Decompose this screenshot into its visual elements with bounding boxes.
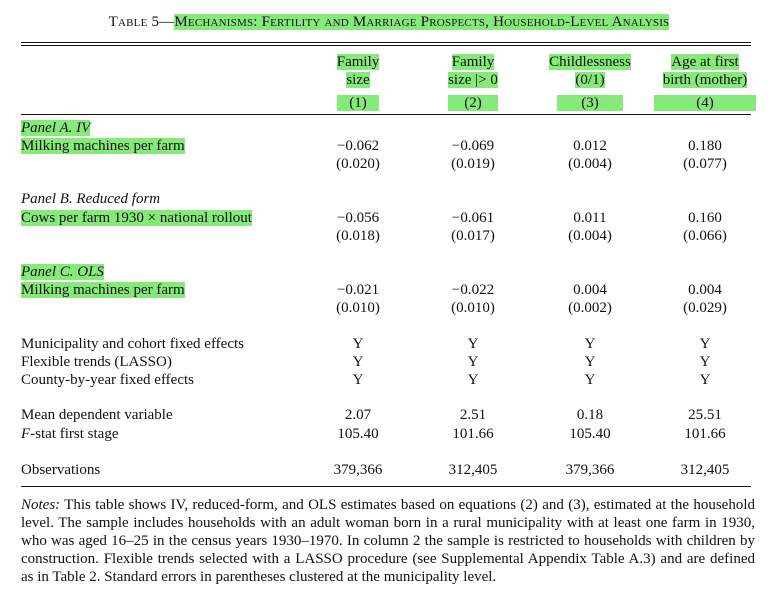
fe-row-3-label: County-by-year fixed effects <box>21 372 194 388</box>
fe-row-2-val-3: Y <box>584 354 596 370</box>
fe-row-1-val-2: Y <box>467 336 479 352</box>
table-notes <box>21 496 755 586</box>
panel-c-se-4: (0.029) <box>683 300 727 316</box>
panel-b-coef-3: 0.011 <box>573 210 607 226</box>
col-1-number: (1) <box>318 94 398 112</box>
panel-a-title: Panel A. IV <box>21 120 91 136</box>
panel-b-coef-2: −0.061 <box>451 210 495 226</box>
fe-row-2-label: Flexible trends (LASSO) <box>21 354 172 370</box>
stat-row-1-val-4: 25.51 <box>688 407 722 423</box>
fe-row-1-label: Municipality and cohort fixed effects <box>21 336 244 352</box>
panel-b-coef-4: 0.160 <box>688 210 722 226</box>
panel-a-se-2: (0.019) <box>451 156 495 172</box>
panel-a-coef-2: −0.069 <box>451 138 495 154</box>
stat-row-2-val-4: 101.66 <box>684 426 726 442</box>
notes-label: Notes: <box>21 497 61 513</box>
observations-val-1: 379,366 <box>333 462 383 478</box>
stat-row-1-val-1: 2.07 <box>344 407 372 423</box>
panel-c-title: Panel C. OLS <box>21 264 104 280</box>
panel-c-coef-4: 0.004 <box>688 282 722 298</box>
panel-a-coef-1: −0.062 <box>336 138 380 154</box>
stat-row-2-val-2: 101.66 <box>452 426 494 442</box>
fe-row-1-val-3: Y <box>584 336 596 352</box>
panel-c-row-label: Milking machines per farm <box>21 282 185 298</box>
fe-row-3-val-4: Y <box>699 372 711 388</box>
col-3-header: Childlessness (0/1) <box>549 54 631 88</box>
fe-row-2-val-4: Y <box>699 354 711 370</box>
col-3-number: (3) <box>535 94 645 112</box>
table-caption <box>0 14 778 31</box>
panel-a-se-3: (0.004) <box>568 156 612 172</box>
stat-row-2-val-3: 105.40 <box>569 426 611 442</box>
notes-text: This table shows IV, reduced-form, and OLS estimates based on equations (2) and (3), estimated at the household level. The sample includes households with an adult woman born in a rural municipality with at least one farm in 1930, who was aged 16–25 in the census years 1930–1970. In column 2 the sample is restricted to households with children by construction. Flexible trends selected with a LASSO procedure (see Supplemental Appendix Table A.3) and are defined as in Table 2. Standard errors in parentheses clustered at the municipality level. <box>21 497 755 585</box>
col-4-number: (4) <box>650 94 760 112</box>
table-number: Table 5— <box>108 14 175 30</box>
panel-c-se-2: (0.010) <box>451 300 495 316</box>
panel-a-se-1: (0.020) <box>336 156 380 172</box>
header-rule <box>21 114 751 115</box>
fe-row-3-val-2: Y <box>467 372 479 388</box>
panel-b-se-3: (0.004) <box>568 228 612 244</box>
col-4-header: Age at first birth (mother) <box>662 54 748 88</box>
top-rule <box>21 42 751 43</box>
stat-row-1-label: Mean dependent variable <box>21 407 173 423</box>
panel-b-title: Panel B. Reduced form <box>21 191 161 207</box>
panel-a-row-label: Milking machines per farm <box>21 138 185 154</box>
table-title: Mechanisms: Fertility and Marriage Prospects, Household-Level Analysis <box>174 14 670 30</box>
fe-row-3-val-1: Y <box>352 372 364 388</box>
panel-c-se-3: (0.002) <box>568 300 612 316</box>
panel-b-row-label: Cows per farm 1930 × national rollout <box>21 210 252 226</box>
col-2-header: Family size |> 0 <box>448 54 498 88</box>
observations-val-2: 312,405 <box>448 462 498 478</box>
col-1-header: Family size <box>336 54 380 88</box>
fe-row-3-val-3: Y <box>584 372 596 388</box>
panel-c-coef-1: −0.021 <box>336 282 380 298</box>
panel-b-se-2: (0.017) <box>451 228 495 244</box>
panel-b-se-1: (0.018) <box>336 228 380 244</box>
panel-c-se-1: (0.010) <box>336 300 380 316</box>
stat-row-2-label: F-stat first stage <box>21 426 119 442</box>
panel-a-coef-4: 0.180 <box>688 138 722 154</box>
fe-row-2-val-1: Y <box>352 354 364 370</box>
fe-row-2-val-2: Y <box>467 354 479 370</box>
panel-a-coef-3: 0.012 <box>573 138 607 154</box>
stat-row-2-val-1: 105.40 <box>337 426 379 442</box>
fe-row-1-val-4: Y <box>699 336 711 352</box>
col-2-number: (2) <box>428 94 518 112</box>
observations-val-4: 312,405 <box>680 462 730 478</box>
panel-c-coef-2: −0.022 <box>451 282 495 298</box>
panel-b-coef-1: −0.056 <box>336 210 380 226</box>
stat-row-1-val-3: 0.18 <box>576 407 604 423</box>
bottom-rule <box>21 486 751 487</box>
panel-a-se-4: (0.077) <box>683 156 727 172</box>
stat-row-1-val-2: 2.51 <box>459 407 487 423</box>
top-rule-2 <box>21 45 751 46</box>
panel-b-se-4: (0.066) <box>683 228 727 244</box>
fe-row-1-val-1: Y <box>352 336 364 352</box>
observations-val-3: 379,366 <box>565 462 615 478</box>
observations-label: Observations <box>21 462 101 478</box>
panel-c-coef-3: 0.004 <box>573 282 607 298</box>
